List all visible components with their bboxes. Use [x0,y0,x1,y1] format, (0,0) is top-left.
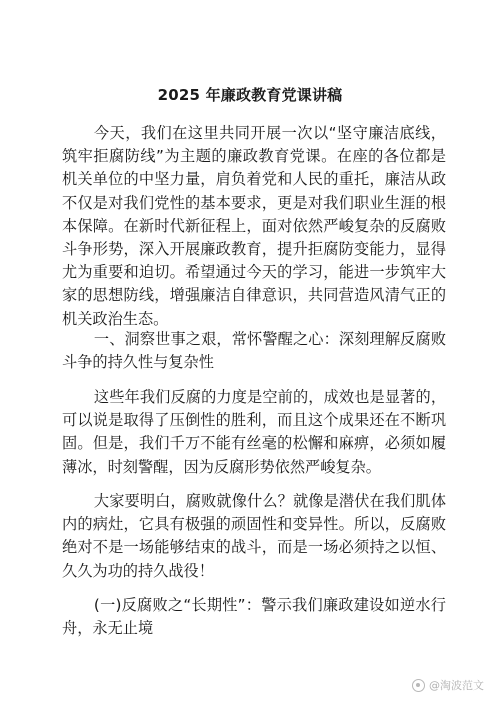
section-heading-1: 一、洞察世事之艰，常怀警醒之心：深刻理解反腐败斗争的持久性与复杂性 [62,330,446,372]
watermark-text: @淘波范文 [429,679,484,692]
watermark [412,677,484,693]
document-title: 2025 年廉政教育党课讲稿 [157,86,343,104]
paragraph-corruption-metaphor: 大家要明白，腐败就像什么？就像是潜伏在我们肌体内的病灶，它具有极强的顽固性和变异性。所以，反腐败绝对不是一场能够结束的战斗，而是一场必须持之以恒、久久为功的持久战役！ [62,492,446,580]
subsection-heading-1: (一)反腐败之“长期性”：警示我们廉政建设如逆水行舟，永无止境 [62,596,446,638]
paragraph-anti-corruption-results: 这些年我们反腐的力度是空前的，成效也是显著的，可以说是取得了压倒性的胜利，而且这个成果还在不断巩固。但是，我们千万不能有丝毫的松懈和麻痹，必须如履薄冰，时刻警醒，因为反腐形势依然严峻复杂。 [62,388,446,476]
paragraph-intro: 今天，我们在这里共同开展一次以“坚守廉洁底线，筑牢拒腐防线”为主题的廉政教育党课。在座的各位都是机关单位的中坚力量，肩负着党和人民的重托，廉洁从政不仅是对我们党性的基本要求，更是对我们职业生涯的根本保障。在新时代新征程上，面对依然严峻复杂的反腐败斗争形势，深入开展廉政教育，提升拒腐防变能力，显得尤为重要和迫切。希望通过今天的学习，能进一步筑牢大家的思想防线，增强廉洁自律意识，共同营造风清气正的机关政治生态。 [62,124,446,328]
circle-logo-icon [412,679,425,692]
